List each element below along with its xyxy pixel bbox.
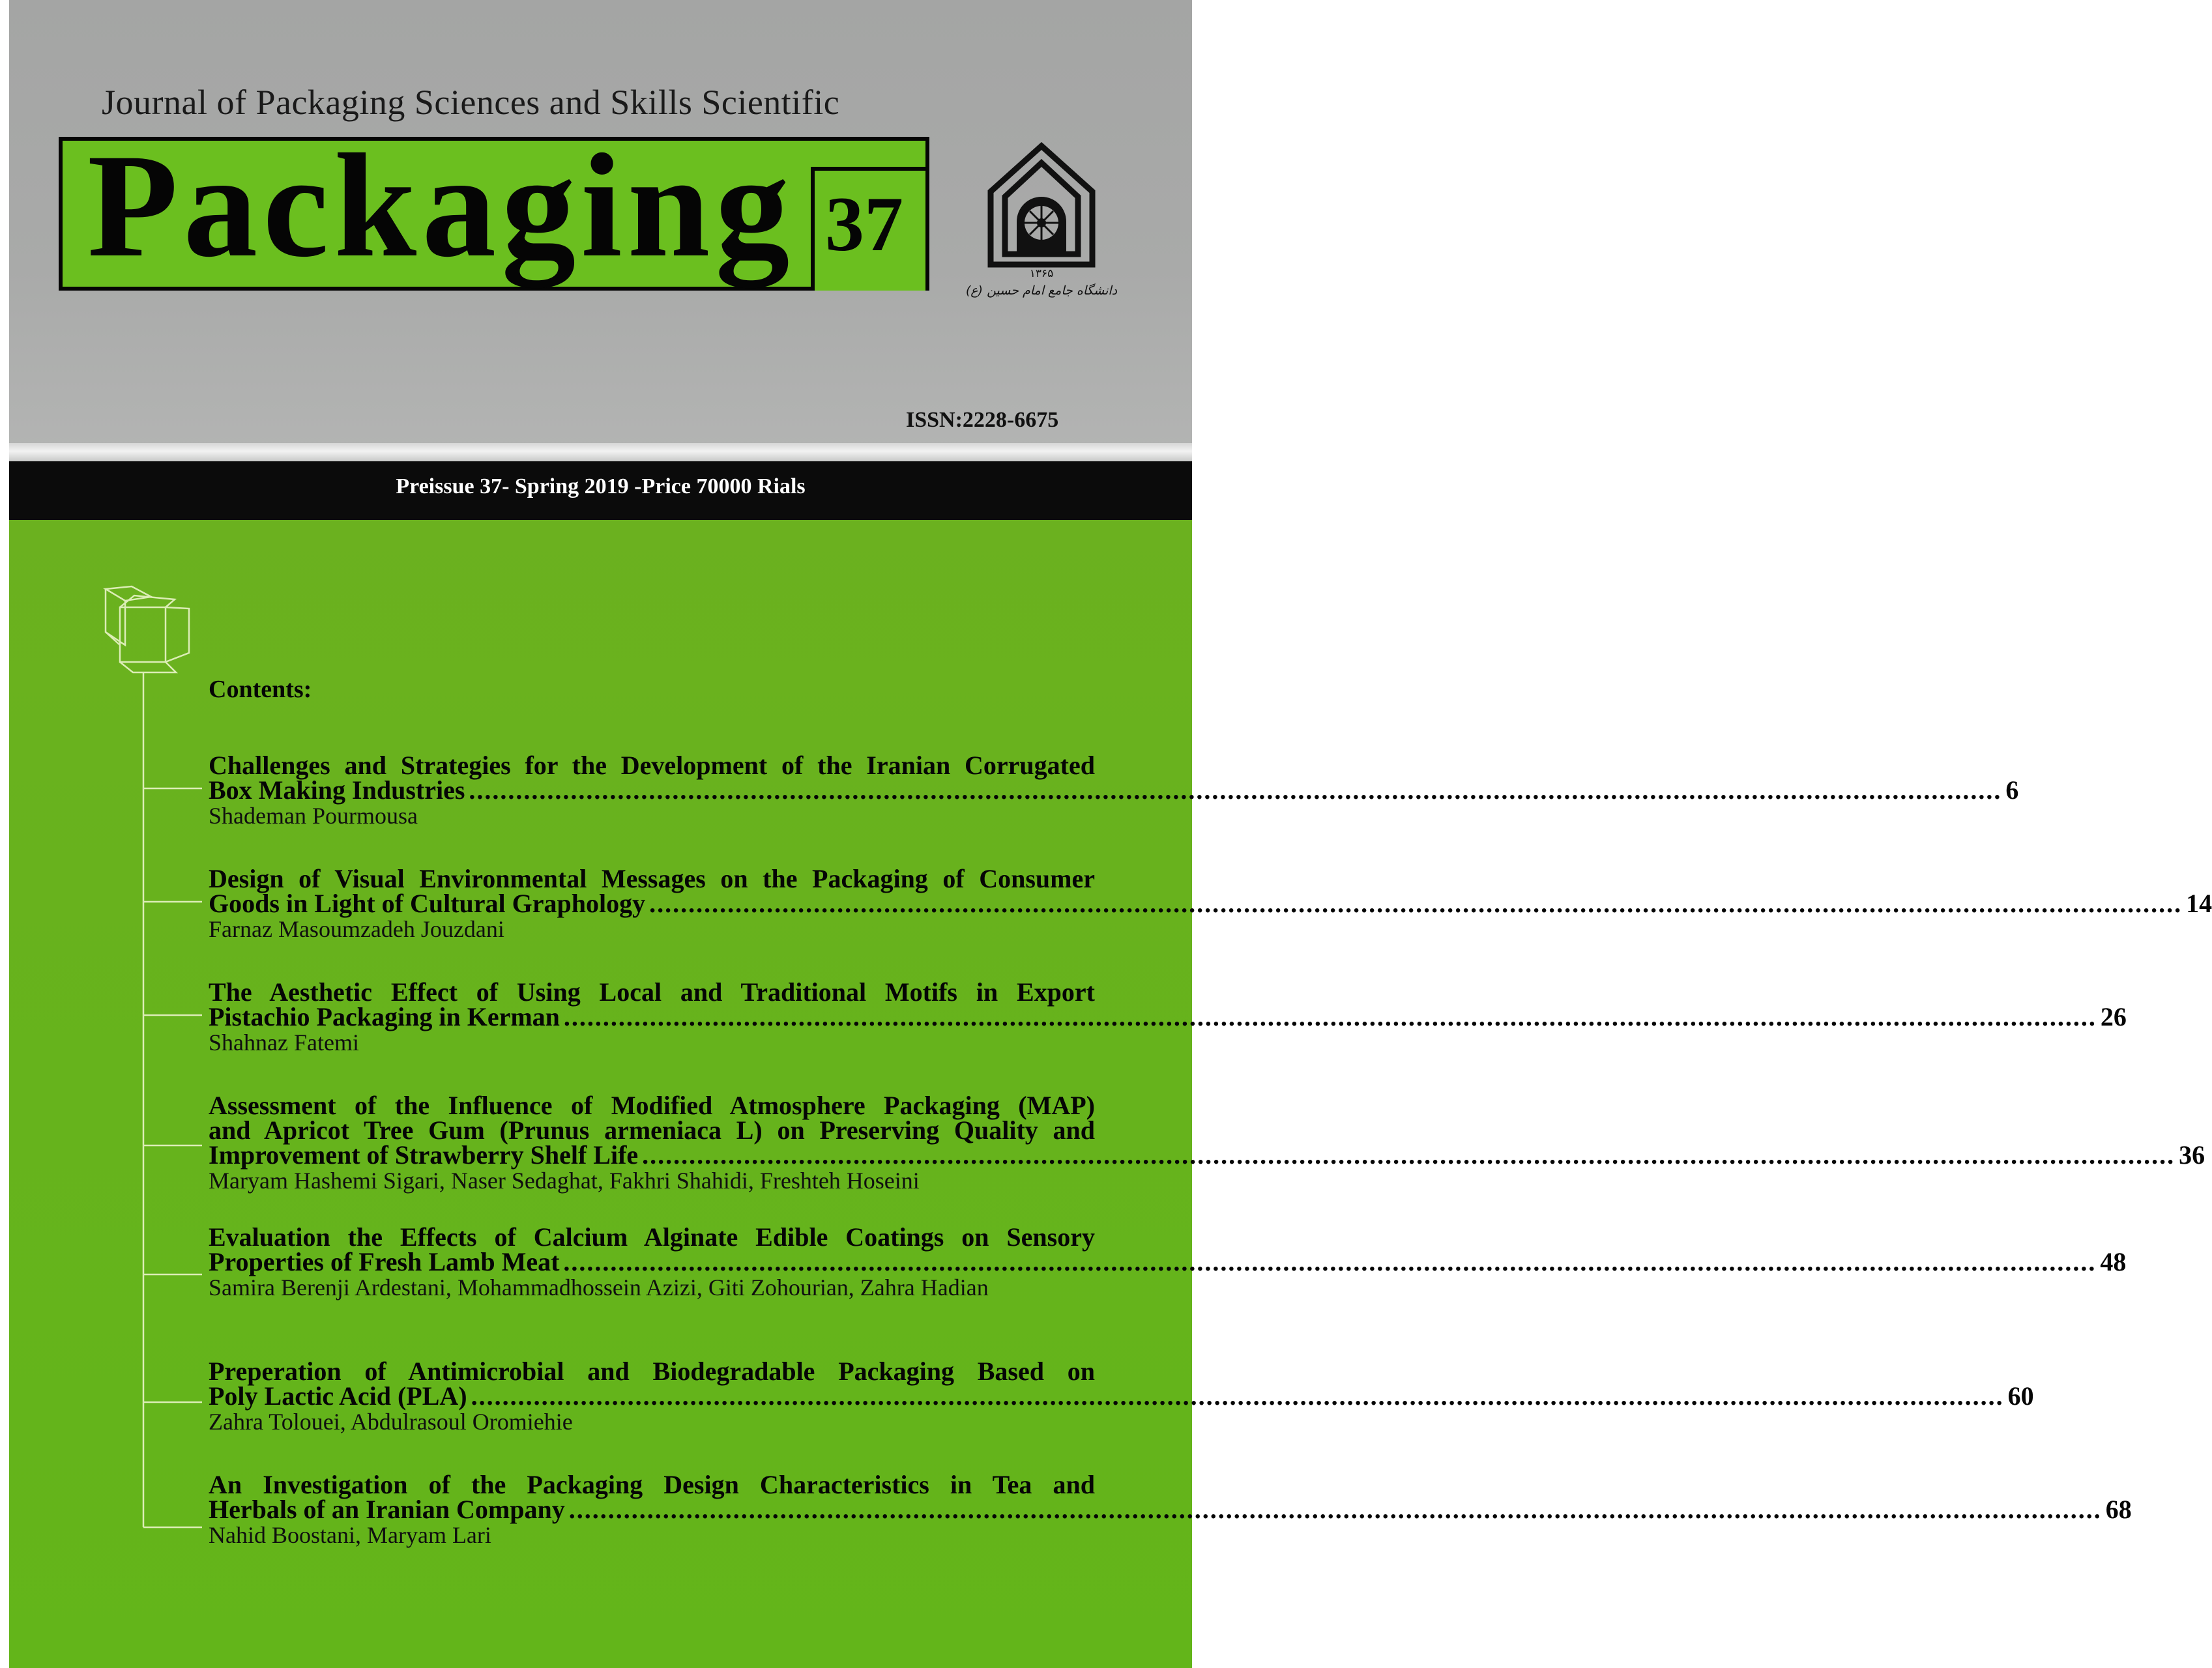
toc-title-end: Properties of Fresh Lamb Meat <box>209 1247 560 1276</box>
leader-dots <box>564 1005 2097 1029</box>
toc-entry-title: The Aesthetic Effect of Using Local and Traditional Motifs in Export Pistachio Packaging in Kerman ..... 26 <box>209 980 1095 1029</box>
leader-dots <box>471 1384 2004 1409</box>
issue-number: 37 <box>825 180 903 267</box>
page-number: 48 <box>2100 1247 2127 1276</box>
toc-entry-title: Challenges and Strategies for the Development of the Iranian Corrugated Box Making Industries ..... 6 <box>209 753 1095 803</box>
toc-title-end: Herbals of an Iranian Company <box>209 1495 565 1524</box>
page-number: 68 <box>2105 1495 2132 1524</box>
leader-dots <box>642 1143 2175 1168</box>
toc-authors: Maryam Hashemi Sigari, Naser Sedaghat, Fakhri Shahidi, Freshteh Hoseini <box>209 1168 920 1194</box>
toc-entry[interactable] <box>209 1470 2132 1548</box>
toc-entry-title: Evaluation the Effects of Calcium Alginate Edible Coatings on Sensory Properties of Fresh Lamb Meat ..... 48 <box>209 1225 1095 1274</box>
toc-title-end: Goods in Light of Cultural Graphology <box>209 889 646 918</box>
toc-entry-title: Assessment of the Influence of Modified Atmosphere Packaging (MAP) and Apricot Tree Gum (Prunus armeniaca L) on Preserving Quality and Improvement of Strawberry Shelf Life ..... 36 <box>209 1093 1095 1168</box>
silver-divider <box>9 443 1192 461</box>
journal-full-title: Journal of Packaging Sciences and Skills Scientific <box>102 83 840 122</box>
toc-title-end: Poly Lactic Acid (PLA) <box>209 1381 467 1411</box>
university-logo-icon <box>965 137 1118 306</box>
issue-number-box <box>811 167 925 291</box>
masthead <box>59 124 929 291</box>
page-number: 36 <box>2179 1140 2205 1170</box>
journal-cover <box>9 0 2212 1668</box>
logo-caption: دانشگاه جامع امام حسین (ع) <box>965 283 1118 298</box>
box-outline-icon <box>94 580 211 1531</box>
toc-entry[interactable] <box>209 977 2127 1056</box>
issue-line: Preissue 37- Spring 2019 -Price 70000 Rials <box>396 474 806 498</box>
page-number: 14 <box>2186 889 2212 918</box>
page-number: 6 <box>2005 775 2019 805</box>
leader-dots <box>649 891 2182 916</box>
logo-year: ۱۳۶۵ <box>1029 267 1054 280</box>
toc-title-end: Improvement of Strawberry Shelf Life <box>209 1140 639 1170</box>
leader-dots <box>469 778 2001 803</box>
leader-dots <box>563 1250 2096 1274</box>
contents-heading: Contents: <box>209 676 312 703</box>
toc-title-end: Box Making Industries <box>209 775 465 805</box>
toc-entry[interactable] <box>209 1357 2034 1435</box>
masthead-title: Packaging <box>87 124 795 288</box>
toc-entry[interactable] <box>209 751 2019 829</box>
toc-entry[interactable] <box>209 1091 2205 1194</box>
toc-authors: Samira Berenji Ardestani, Mohammadhossein Azizi, Giti Zohourian, Zahra Hadian <box>209 1274 989 1301</box>
toc-entry[interactable] <box>209 864 2212 942</box>
toc-authors: Shahnaz Fatemi <box>209 1029 359 1056</box>
toc-authors: Zahra Tolouei, Abdulrasoul Oromiehie <box>209 1409 573 1435</box>
toc-authors: Farnaz Masoumzadeh Jouzdani <box>209 916 504 942</box>
toc-authors: Shademan Pourmousa <box>209 803 418 829</box>
page-number: 26 <box>2100 1002 2127 1031</box>
leader-dots <box>569 1497 2102 1522</box>
issn-label: ISSN:2228-6675 <box>906 408 1059 432</box>
toc-title-end: Pistachio Packaging in Kerman <box>209 1002 560 1031</box>
toc-authors: Nahid Boostani, Maryam Lari <box>209 1522 491 1548</box>
toc-entry[interactable] <box>209 1222 2127 1301</box>
toc-entry-title: Design of Visual Environmental Messages on the Packaging of Consumer Goods in Light of Cultural Graphology ..... 14 <box>209 867 1095 916</box>
toc-entry-title: An Investigation of the Packaging Design Characteristics in Tea and Herbals of an Iranian Company ..... 68 <box>209 1473 1095 1522</box>
toc-entry-title: Preperation of Antimicrobial and Biodegradable Packaging Based on Poly Lactic Acid (PLA) ..... 60 <box>209 1359 1095 1409</box>
page-number: 60 <box>2007 1381 2034 1411</box>
